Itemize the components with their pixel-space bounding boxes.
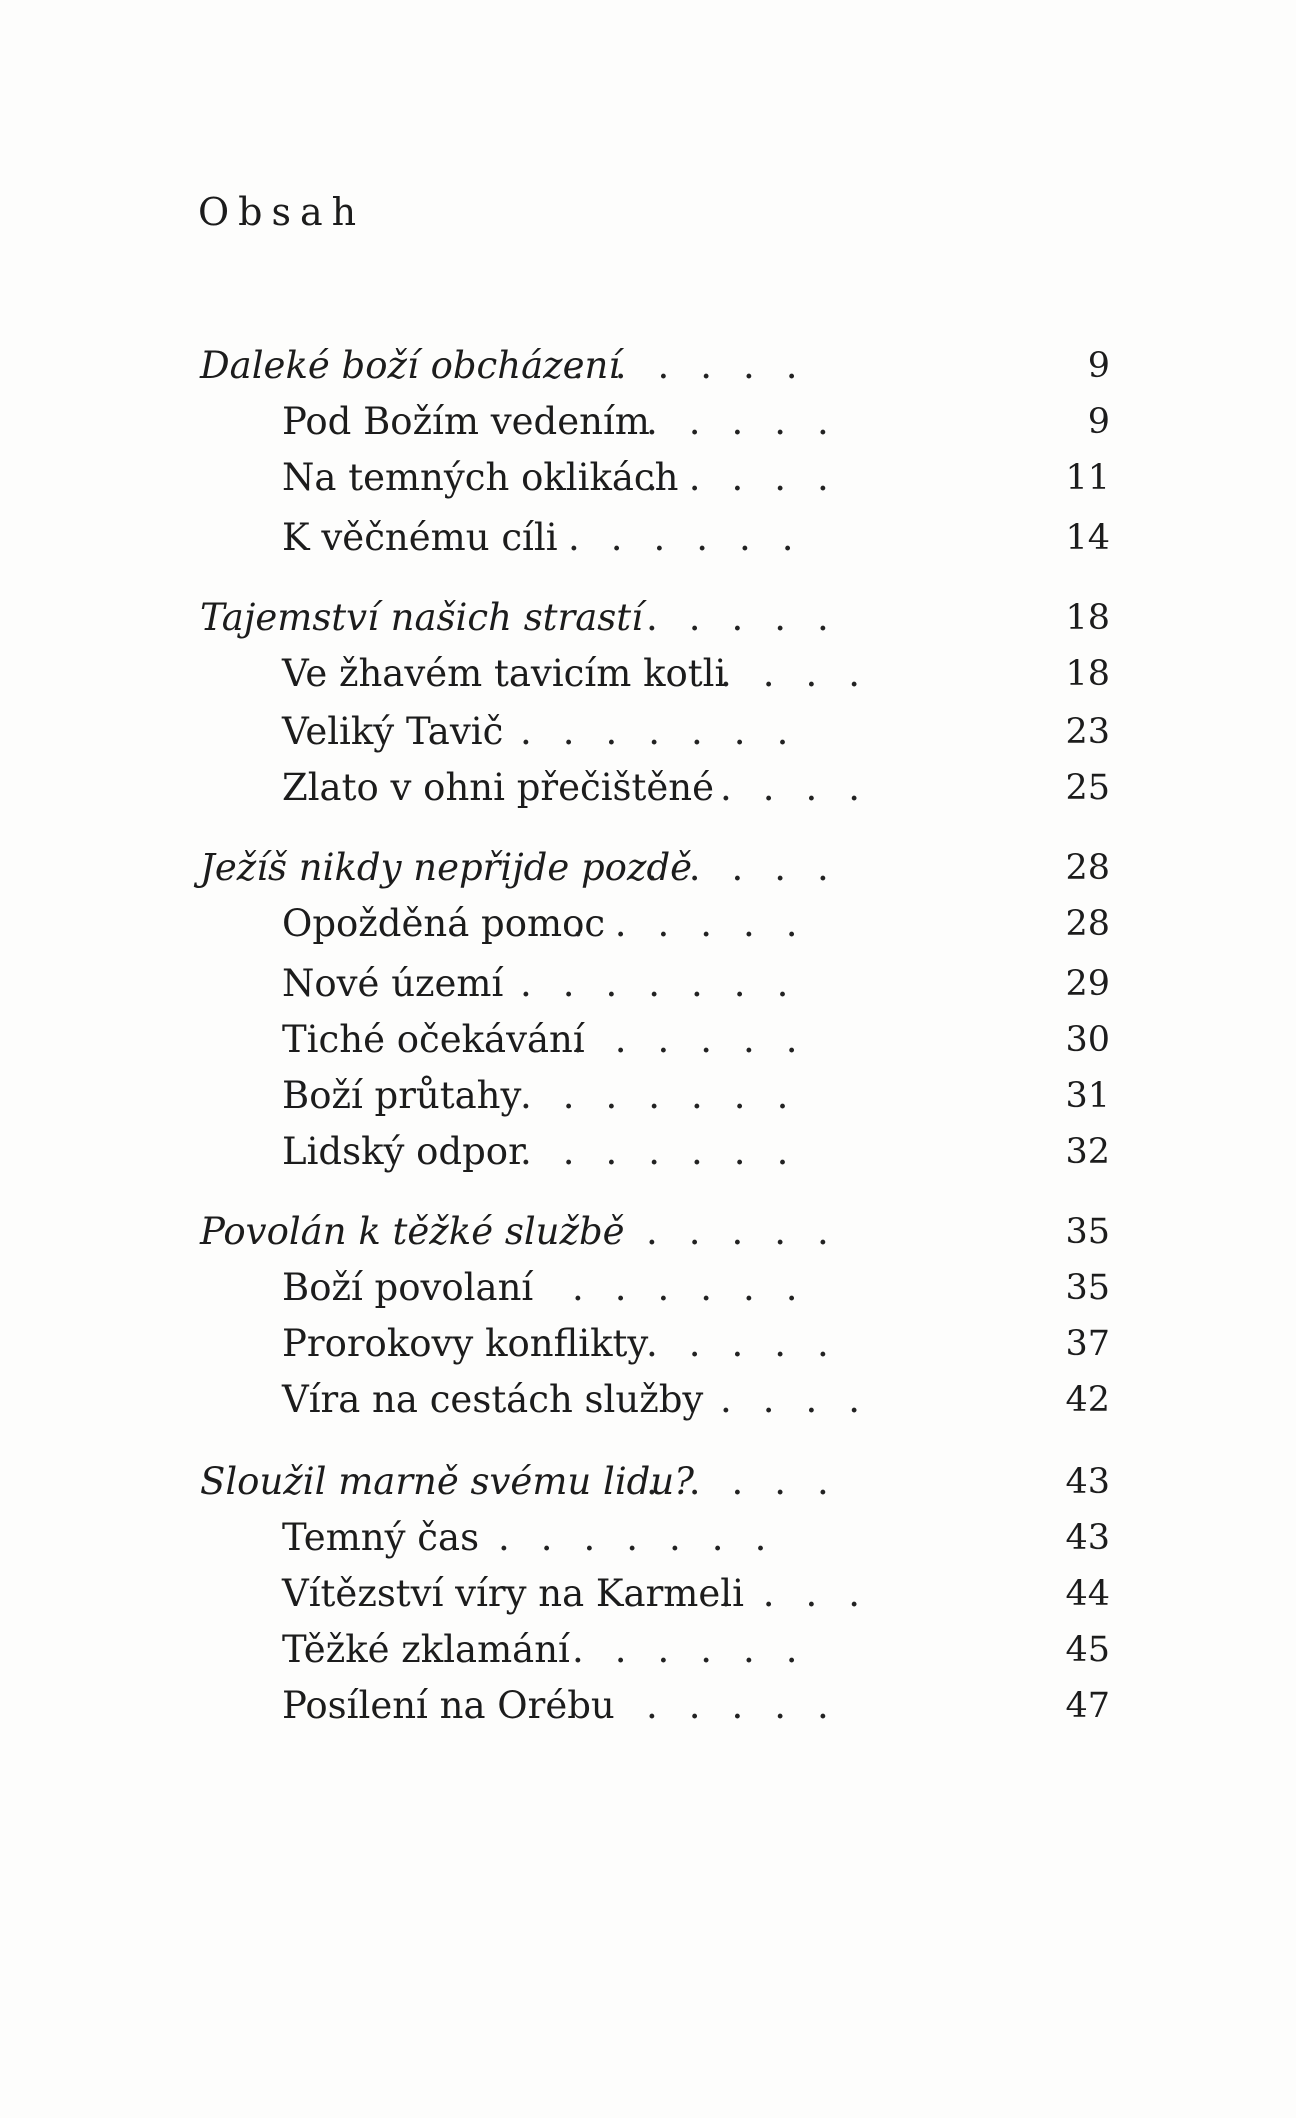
- toc-section-entry: [0, 512, 1296, 564]
- dot-leader: ....: [720, 1572, 892, 1615]
- entry-title: Temný čas: [282, 1516, 480, 1559]
- entry-title: Vítězství víry na Karmeli: [282, 1572, 744, 1615]
- entry-page-number: 44: [1065, 1574, 1110, 1614]
- toc-section-entry: [0, 452, 1296, 504]
- entry-title: Posílení na Orébu: [282, 1684, 615, 1727]
- entry-title: Daleké boží obcházení: [200, 344, 621, 387]
- dot-leader: .....: [646, 1684, 860, 1727]
- dot-leader: .....: [646, 846, 860, 889]
- entry-page-number: 14: [1065, 518, 1110, 558]
- entry-page-number: 31: [1065, 1076, 1110, 1116]
- entry-page-number: 29: [1065, 964, 1110, 1004]
- entry-title: Sloužil marně svému lidu?: [200, 1460, 695, 1503]
- entry-page-number: 28: [1065, 848, 1110, 888]
- entry-page-number: 43: [1065, 1462, 1110, 1502]
- toc-section-entry: [0, 1318, 1296, 1370]
- dot-leader: .......: [520, 1130, 820, 1173]
- entry-title: Pod Božím vedením: [282, 400, 650, 443]
- dot-leader: ....: [720, 1378, 892, 1421]
- entry-page-number: 37: [1065, 1324, 1110, 1364]
- entry-title: K věčnému cíli: [282, 516, 558, 559]
- dot-leader: .....: [646, 456, 860, 499]
- entry-page-number: 25: [1065, 768, 1110, 808]
- entry-page-number: 45: [1065, 1630, 1110, 1670]
- entry-title: Ježíš nikdy nepřijde pozdě: [200, 846, 693, 889]
- toc-section-entry: [0, 706, 1296, 758]
- dot-leader: .....: [646, 1322, 860, 1365]
- entry-page-number: 18: [1065, 654, 1110, 694]
- toc-section-entry: [0, 762, 1296, 814]
- entry-title: Tiché očekávání: [282, 1018, 585, 1061]
- toc-section-entry: [0, 1262, 1296, 1314]
- toc-chapter-entry: [0, 592, 1296, 644]
- entry-title: Lidský odpor: [282, 1130, 526, 1173]
- entry-title: Nové území: [282, 962, 504, 1005]
- dot-leader: ....: [720, 766, 892, 809]
- toc-section-entry: [0, 1014, 1296, 1066]
- toc-section-entry: [0, 1680, 1296, 1732]
- dot-leader: .......: [498, 1516, 798, 1559]
- toc-section-entry: [0, 648, 1296, 700]
- entry-title: Veliký Tavič: [282, 710, 504, 753]
- toc-chapter-entry: [0, 1456, 1296, 1508]
- toc-section-entry: [0, 958, 1296, 1010]
- entry-page-number: 18: [1065, 598, 1110, 638]
- dot-leader: ......: [568, 516, 825, 559]
- dot-leader: ......: [572, 1628, 829, 1671]
- entry-page-number: 35: [1065, 1212, 1110, 1252]
- entry-title: Na temných oklikách: [282, 456, 679, 499]
- entry-title: Těžké zklamání: [282, 1628, 570, 1671]
- entry-title: Víra na cestách služby: [282, 1378, 704, 1421]
- dot-leader: .....: [646, 596, 860, 639]
- entry-title: Boží povolaní: [282, 1266, 534, 1309]
- dot-leader: .....: [646, 400, 860, 443]
- toc-chapter-entry: [0, 842, 1296, 894]
- entry-title: Opožděná pomoc: [282, 902, 606, 945]
- toc-chapter-entry: [0, 1206, 1296, 1258]
- toc-section-entry: [0, 1624, 1296, 1676]
- entry-title: Tajemství našich strastí: [200, 596, 643, 639]
- dot-leader: ......: [572, 344, 829, 387]
- toc-section-entry: [0, 1512, 1296, 1564]
- entry-page-number: 23: [1065, 712, 1110, 752]
- entry-page-number: 30: [1065, 1020, 1110, 1060]
- toc-section-entry: [0, 1070, 1296, 1122]
- dot-leader: .......: [520, 1074, 820, 1117]
- toc-section-entry: [0, 898, 1296, 950]
- entry-page-number: 43: [1065, 1518, 1110, 1558]
- dot-leader: .....: [646, 1460, 860, 1503]
- toc-section-entry: [0, 1374, 1296, 1426]
- dot-leader: .......: [520, 962, 820, 1005]
- entry-title: Boží průtahy: [282, 1074, 522, 1117]
- entry-title: Zlato v ohni přečištěné: [282, 766, 715, 809]
- entry-page-number: 35: [1065, 1268, 1110, 1308]
- dot-leader: .....: [646, 1210, 860, 1253]
- entry-page-number: 32: [1065, 1132, 1110, 1172]
- toc-section-entry: [0, 1568, 1296, 1620]
- dot-leader: ....: [720, 652, 892, 695]
- dot-leader: ......: [572, 902, 829, 945]
- entry-title: Prorokovy konflikty: [282, 1322, 649, 1365]
- toc-chapter-entry: [0, 340, 1296, 392]
- entry-page-number: 9: [1087, 402, 1110, 442]
- entry-page-number: 47: [1065, 1686, 1110, 1726]
- entry-page-number: 28: [1065, 904, 1110, 944]
- toc-section-entry: [0, 396, 1296, 448]
- toc-section-entry: [0, 1126, 1296, 1178]
- entry-title: Povolán k těžké službě: [200, 1210, 625, 1253]
- dot-leader: ......: [572, 1266, 829, 1309]
- entry-page-number: 42: [1065, 1380, 1110, 1420]
- entry-page-number: 11: [1065, 458, 1110, 498]
- entry-title: Ve žhavém tavicím kotli: [282, 652, 727, 695]
- page-title: Obsah: [198, 190, 366, 234]
- dot-leader: .......: [520, 710, 820, 753]
- entry-page-number: 9: [1087, 346, 1110, 386]
- dot-leader: ......: [572, 1018, 829, 1061]
